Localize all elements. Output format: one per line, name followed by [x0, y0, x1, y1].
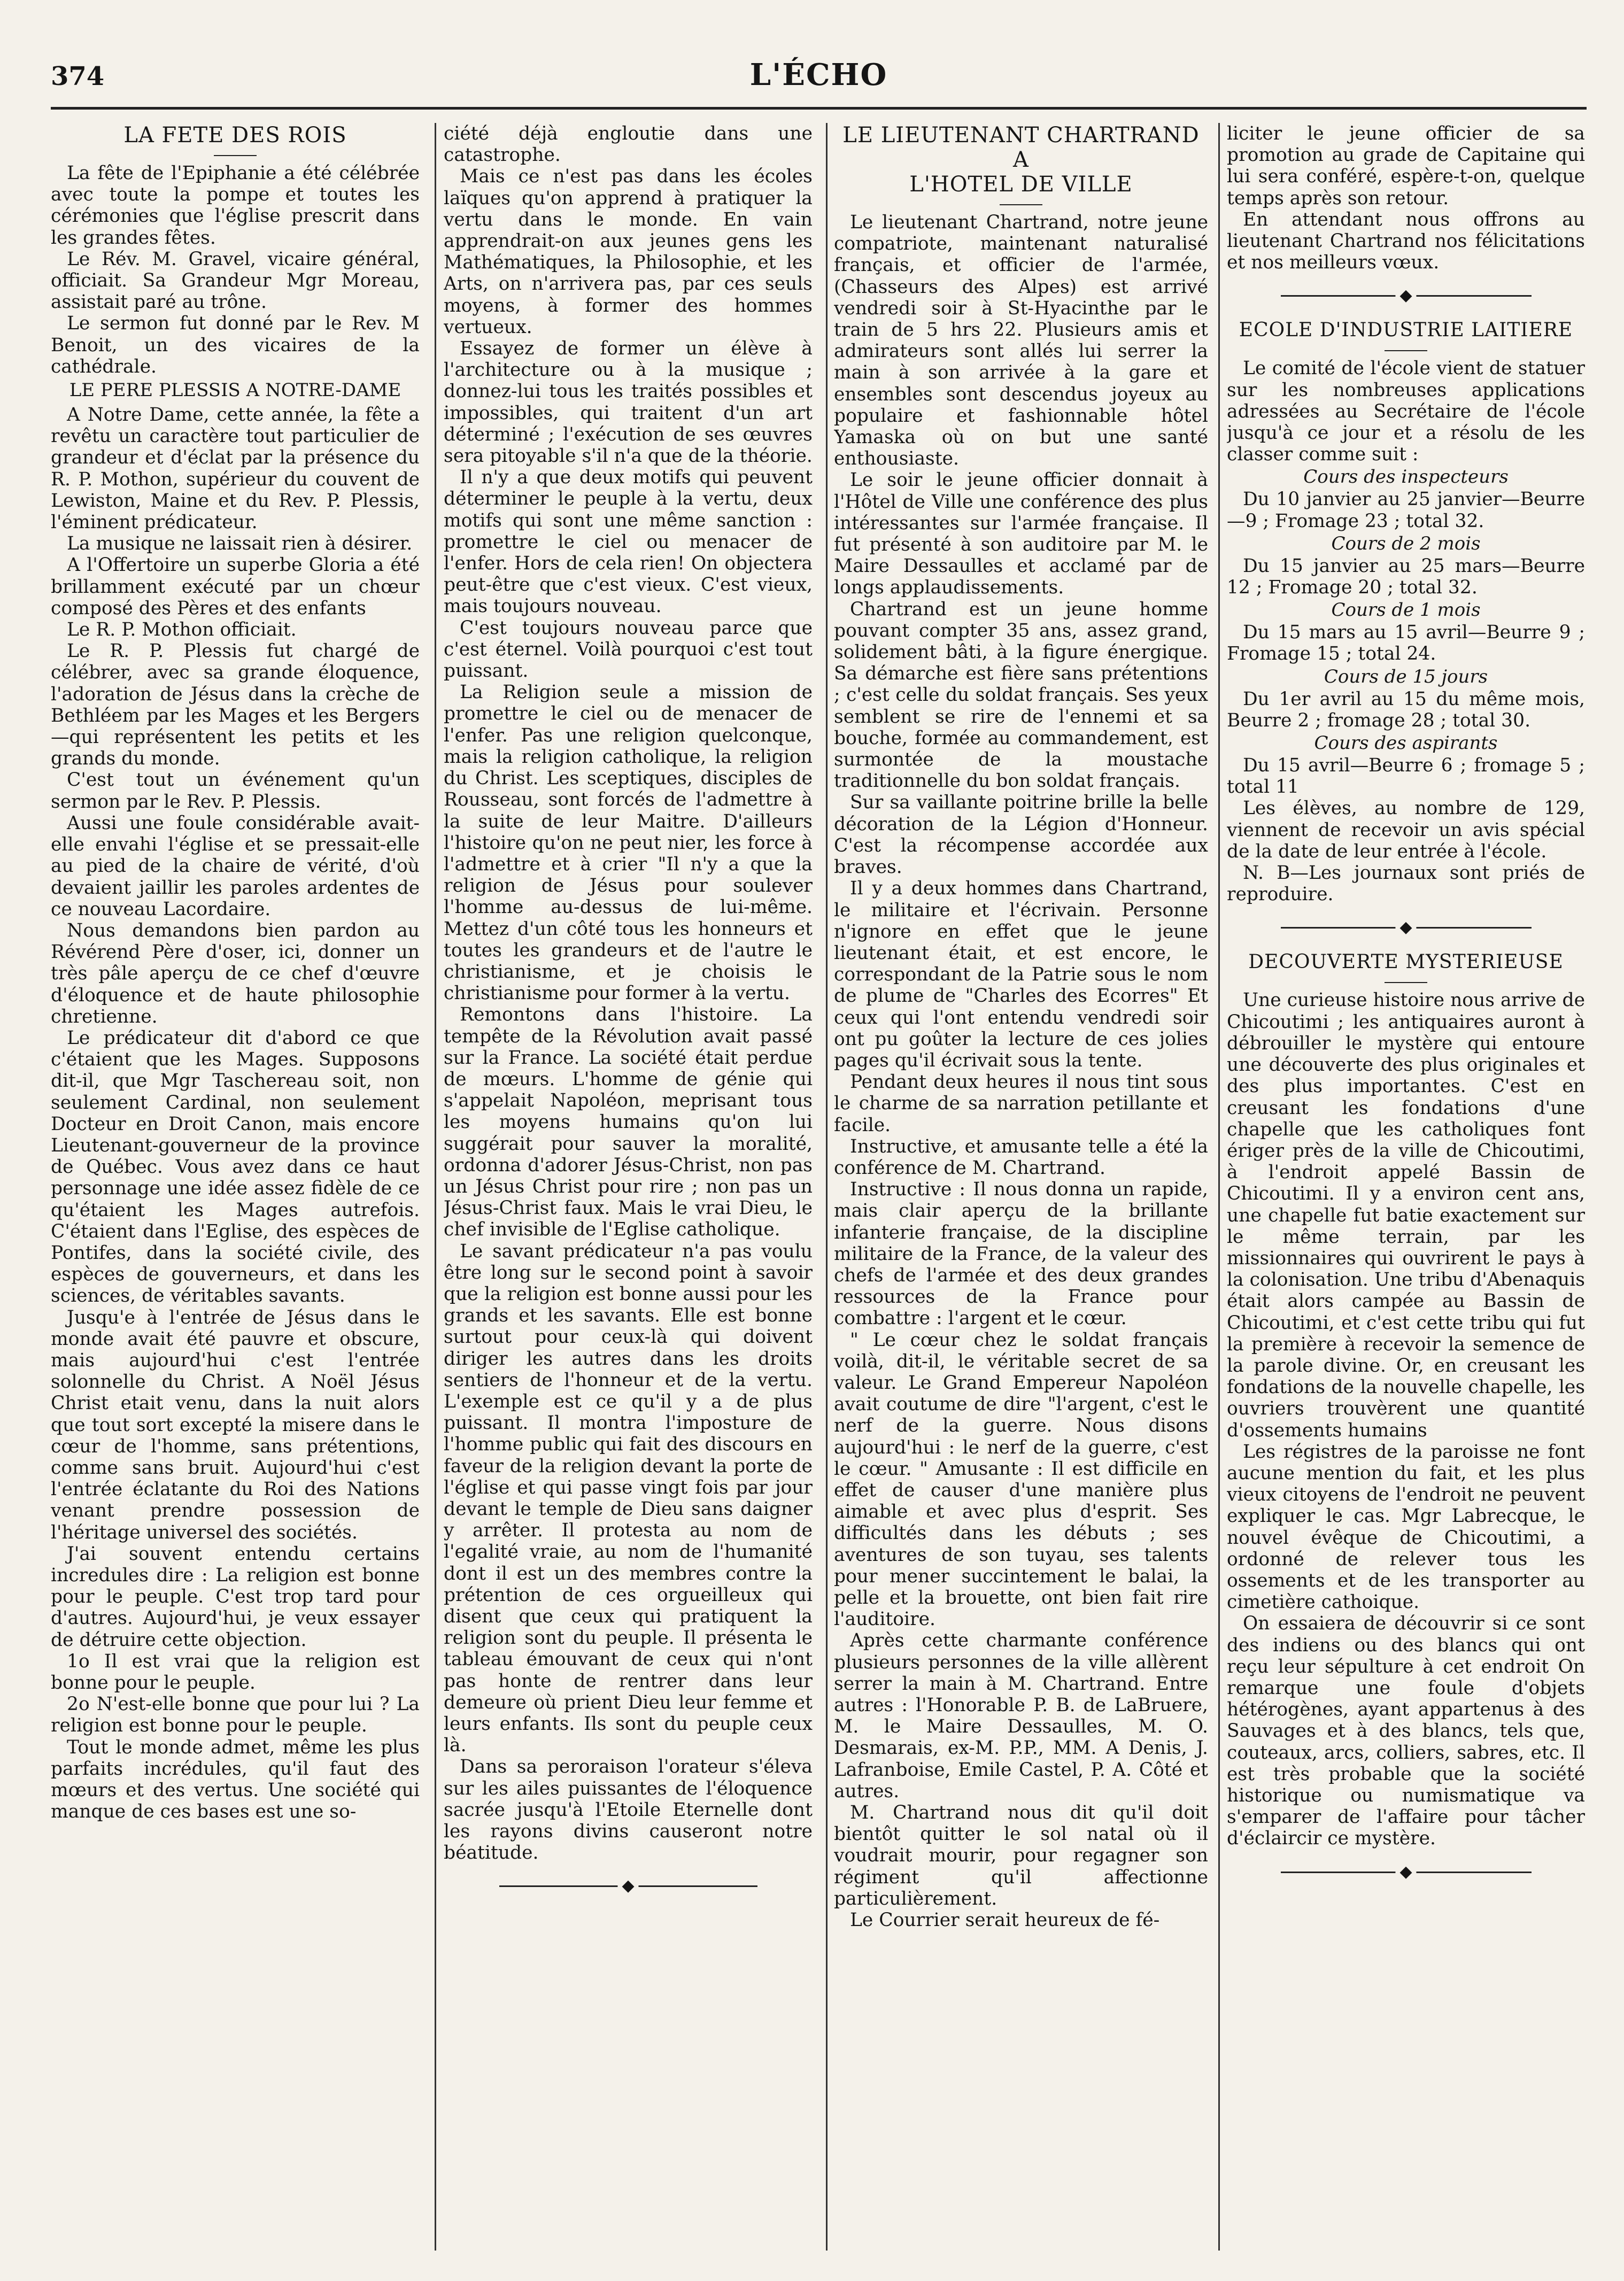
course-heading: Cours de 2 mois — [1331, 532, 1481, 554]
course-detail: Du 10 janvier au 25 janvier—Beurre—9 ; Fromage 23 ; total 32. — [1227, 489, 1585, 532]
paragraph: Le R. P. Plessis fut chargé de célébrer, avec sa grande éloquence, l'adoration de Jésus dans la crèche de Bethléem par les Mages et les Bergers—qui représentent les petits et les grands du monde. — [51, 640, 420, 770]
course-heading: Cours des aspirants — [1314, 732, 1498, 754]
paragraph: Sur sa vaillante poitrine brille la belle décoration de la Légion d'Honneur. C'est la récompense accordée aux braves. — [834, 792, 1208, 878]
paragraph: Le Rév. M. Gravel, vicaire général, officiait. Sa Grandeur Mgr Moreau, assistait paré au trône. — [51, 248, 420, 313]
course-detail: Du 15 avril—Beurre 6 ; fromage 5 ; total 11 — [1227, 755, 1585, 798]
paragraph: Le Courrier serait heureux de fé- — [850, 1909, 1160, 1931]
paragraph: Instructive : Il nous donna un rapide, mais clair aperçu de la brillante infanterie française, de la discipline militaire de la France, de la valeur des chefs de l'armée et des deux grandes ressources de la France pour combattre : l'argent et le cœur. — [834, 1179, 1208, 1329]
course-detail: Du 15 mars au 15 avril—Beurre 9 ; Fromage 15 ; total 24. — [1227, 622, 1585, 665]
paragraph: ciété déjà engloutie dans une catastrophe. — [444, 123, 813, 166]
page-number: 374 — [51, 61, 105, 91]
paragraph: A Notre Dame, cette année, la fête a revêtu un caractère tout particulier de grandeur et d'éclat par la présence du R. P. Mothon, supérieur du couvent de Lewiston, Maine et du Rev. P. Plessis, l'éminent prédicateur. — [51, 404, 420, 533]
paragraph: Le comité de l'école vient de statuer sur les nombreuses applications adressées au Secrétaire de l'école jusqu'à ce jour et a résolu de les classer comme suit : — [1227, 358, 1585, 466]
end-ornament — [1227, 1861, 1585, 1883]
paragraph: On essaiera de découvrir si ce sont des indiens ou des blancs qui ont reçu leur sépulture à cet endroit On remarque une foule d'objets hétérogènes, ayant appartenus à des Sauvages et à des blancs, tels que, couteaux, arcs, colliers, sabres, etc. Il est très probable que la société historique ou numismatique va s'emparer de l'affaire pour tâcher d'éclaircir ce mystère. — [1227, 1613, 1585, 1850]
paragraph: Le sermon fut donné par le Rev. M Benoit, un des vicaires de la cathédrale. — [51, 313, 420, 377]
paragraph: Une curieuse histoire nous arrive de Chicoutimi ; les antiquaires auront à débrouiller le mystère qui entoure une découverte des plus originales et des plus importantes. C'est en creusant les fondations d'une chapelle que les catholiques font ériger près de la ville de Chicoutimi, à l'endroit appelé Bassin de Chicoutimi. Il y a environ cent ans, une chapelle fut batie exactement sur le même terrain, par les missionnaires qui ouvrirent le pays à la colonisation. Une tribu d'Abenaquis était alors campée au Bassin de Chicoutimi, et c'est cette tribu qui fut la première à recevoir la semence de la parole divine. Or, en creusant les fondations de la nouvelle chapelle, les ouvriers trouvèrent une quantité d'ossements humains — [1227, 989, 1585, 1441]
column-rule — [435, 123, 436, 2251]
paragraph: Aussi une foule considérable avait-elle envahi l'église et se pressait-elle au pied de la chaire de vérité, d'où devaient jaillir les paroles ardentes de ce nouveau Lacordaire. — [51, 812, 420, 920]
paragraph: Remontons dans l'histoire. La tempête de la Révolution avait passé sur la France. La société était perdue de mœurs. L'homme de génie qui s'appelait Napoléon, meprisant tous les moyens humains qu'on lui suggérait pour sauver la moralité, ordonna d'adorer Jésus-Christ, non pas un Jésus Christ pour rire ; non pas un Jésus-Christ faux. Mais le vrai Dieu, le chef invisible de l'Eglise catholique. — [444, 1004, 813, 1241]
article-title-a: A — [1013, 148, 1029, 172]
section-ornament — [1227, 917, 1585, 938]
column-4 — [1227, 123, 1585, 2251]
paragraph: Les régistres de la paroisse ne font aucune mention du fait, et les plus vieux citoyens de l'endroit ne peuvent expliquer le cas. Mgr Labrecque, le nouvel évêque de Chicoutimi, a ordonné de relever tous les ossements et de les transporter au cimetière cathoique. — [1227, 1441, 1585, 1613]
paragraph: N. B—Les journaux sont priés de reproduire. — [1227, 862, 1585, 906]
paragraph: A l'Offertoire un superbe Gloria a été brillamment exécuté par un chœur composé des Pères et des enfants — [51, 554, 420, 619]
paragraph: Le R. P. Mothon officiait. — [67, 619, 297, 641]
paragraph: M. Chartrand nous dit qu'il doit bientôt quitter le sol natal où il voudrait mourir, pour regagner son régiment qu'il affectionne particulièrement. — [834, 1802, 1208, 1909]
paragraph: 2o N'est-elle bonne que pour lui ? La religion est bonne pour le peuple. — [51, 1694, 420, 1737]
course-heading: Cours des inspecteurs — [1303, 466, 1509, 488]
paragraph: Tout le monde admet, même les plus parfaits incrédules, qu'il faut des mœurs et des vertus. Une société qui manque de ces bases est une so- — [51, 1736, 420, 1823]
paragraph: La Religion seule a mission de promettre le ciel ou de menacer de l'enfer. Pas une religion quelconque, mais la religion catholique, la religion du Christ. Les sceptiques, disciples de Rousseau, sont forcés de l'admettre à la suite de leur Maitre. D'ailleurs l'histoire qu'on ne peut nier, les force à l'admettre et à crier "Il n'y a que la religion de Jésus pour soulever l'homme au-dessus de lui-même. Mettez d'un côté tous les honneurs et toutes les grandeurs et de l'autre le christianisme, et je choisis le christianisme pour former à la vertu. — [444, 682, 813, 1004]
title-rule — [214, 155, 257, 156]
paragraph: Chartrand est un jeune homme pouvant compter 35 ans, assez grand, solidement bâti, à la figure énergique. Sa démarche est fière sans prétentions ; c'est celle du soldat français. Ses yeux semblent se rire de l'ennemi et sa bouche, formée au commandement, est surmontée de la moustache traditionnelle du bon soldat français. — [834, 598, 1208, 792]
paragraph: Le prédicateur dit d'abord ce que c'étaient que les Mages. Supposons dit-il, que Mgr Taschereau soit, non seulement Cardinal, non seulement Docteur en Droit Canon, mais encore Lieutenant-gouverneur de la province de Québec. Vous avez dans ce haut personnage une idée assez fidèle de ce qu'étaient les Mages autrefois. C'étaient dans l'Eglise, des espèces de Pontifes, dans la société civile, des espèces de gouverneurs, et dans les sciences, de véritables savants. — [51, 1027, 420, 1307]
paragraph: Pendant deux heures il nous tint sous le charme de sa narration petillante et facile. — [834, 1071, 1208, 1136]
paragraph: Essayez de former un élève à l'architecture ou à la musique ; donnez-lui tous les traités possibles et impossibles, qui traitent d'un art déterminé ; l'exécution de ses œuvres sera pitoyable s'il n'a que de la théorie. — [444, 338, 813, 467]
article-title-chartrand: LE LIEUTENANT CHARTRAND — [842, 123, 1200, 148]
paragraph: 1o Il est vrai que la religion est bonne pour le peuple. — [51, 1650, 420, 1694]
columns — [51, 123, 1585, 2251]
paragraph: C'est toujours nouveau parce que c'est éternel. Voilà pourquoi c'est tout puissant. — [444, 617, 813, 682]
paragraph: Nous demandons bien pardon au Révérend Père d'oser, ici, donner un très pâle aperçu de ce chef d'œuvre d'éloquence et de haute philosophie chretienne. — [51, 919, 420, 1027]
header-rule — [51, 107, 1587, 110]
paragraph: C'est tout un événement qu'un sermon par le Rev. P. Plessis. — [51, 769, 420, 813]
subheading-pere-plessis: LE PERE PLESSIS A NOTRE-DAME — [69, 380, 401, 401]
paragraph: Jusqu'e à l'entrée de Jésus dans le monde avait été pauvre et obscure, mais aujourd'hui c'est l'entrée solonnelle du Christ. A Noël Jésus Christ etait venu, dans la nuit alors que tout sort excepté la misere dans le cœur de l'homme, sans prétentions, comme sans bruit. Aujourd'hui c'est l'entrée éclatante du Roi des Nations venant prendre possession de l'héritage universel des sociétés. — [51, 1306, 420, 1543]
paragraph: " Le cœur chez le soldat français voilà, dit-il, le véritable secret de sa valeur. Le Grand Empereur Napoléon avait coutume de dire "l'argent, c'est le nerf de la guerre. Nous disons aujourd'hui : le nerf de la guerre, c'est le cœur. " Amusante : Il est difficile en effet de causer d'une manière plus aimable et avec plus d'esprit. Ses difficultés dans les débuts ; ses aventures de son tuyau, ses talents pour mener succintement le balai, la pelle et la brouette, ont bien fait rire l'auditoire. — [834, 1329, 1208, 1630]
paragraph: Il y a deux hommes dans Chartrand, le militaire et l'écrivain. Personne n'ignore en effet que le jeune lieutenant était, et est encore, le correspondant de la Patrie sous le nom de plume de "Charles des Ecorres" Et ceux qui l'ont entendu vendredi soir ont pu goûter la lecture de ces jolies pages qu'il écrivait sous la tente. — [834, 878, 1208, 1071]
title-rule — [1385, 982, 1427, 983]
paragraph: Instructive, et amusante telle a été la conférence de M. Chartrand. — [834, 1135, 1208, 1179]
paragraph: En attendant nous offrons au lieutenant Chartrand nos félicitations et nos meilleurs vœux. — [1227, 208, 1585, 274]
title-rule — [1000, 204, 1042, 205]
column-2 — [444, 123, 813, 2251]
section-ornament — [1227, 285, 1585, 306]
paragraph: La musique ne laissait rien à désirer. — [67, 533, 413, 555]
paragraph: Le lieutenant Chartrand, notre jeune compatriote, maintenant naturalisé français, et officier de l'armée, (Chasseurs des Alpes) est arrivé vendredi soir à St-Hyacinthe par le train de 5 hrs 22. Plusieurs amis et admirateurs sont allés lui serrer la main à son arrivée à la gare et ensembles sont descendus joyeux au populaire et fashionnable hôtel Yamaska où on but une santé enthousiaste. — [834, 212, 1208, 470]
paragraph: J'ai souvent entendu certains incredules dire : La religion est bonne pour le peuple. C'est trop tard pour d'autres. Aujourd'hui, je veux essayer de détruire cette objection. — [51, 1543, 420, 1651]
paragraph: Le savant prédicateur n'a pas voulu être long sur le second point à savoir que la religion est bonne aussi pour les grands et les savants. Elle est bonne surtout pour ceux-là qui doivent diriger les autres dans les droits sentiers de l'honneur et de la vertu. L'exemple est ce qu'il y a de plus puissant. Il montra l'imposture de l'homme public qui fait des discours en faveur de la religion devant la porte de l'église et qui passe vingt fois par jour devant le temple de Dieu sans daigner y arrêter. Il protesta au nom de l'egalité vraie, au nom de l'humanité dont il est un des membres contre la prétention de ces orgueilleux qui disent que ceux qui pratiquent la religion sont du peuple. Il présenta le tableau émouvant de ceux qui n'ont pas honte de rentrer dans leur demeure où prient Dieu leur femme et leurs enfants. Ils sont du peuple ceux là. — [444, 1240, 813, 1757]
paragraph: Dans sa peroraison l'orateur s'éleva sur les ailes puissantes de l'éloquence sacrée jusqu'à l'Etoile Eternelle dont les rayons divins causeront notre béatitude. — [444, 1756, 813, 1864]
article-title-hotel-de-ville: L'HOTEL DE VILLE — [909, 172, 1133, 197]
title-rule — [1385, 350, 1427, 351]
paragraph: Les élèves, au nombre de 129, viennent de recevoir un avis spécial de la date de leur entrée à l'école. — [1227, 798, 1585, 862]
paragraph: Après cette charmante conférence plusieurs personnes de la ville allèrent serrer la main à M. Chartrand. Entre autres : l'Honorable P. B. de LaBruere, M. le Maire Dessaulles, M. O. Desmarais, ex-M. P.P., MM. A Denis, J. Lafranboise, Emile Castel, P. A. Côté et autres. — [834, 1630, 1208, 1802]
course-detail: Du 15 janvier au 25 mars—Beurre 12 ; Fromage 20 ; total 32. — [1227, 555, 1585, 599]
article-title-fete-des-rois: LA FETE DES ROIS — [123, 123, 347, 148]
end-ornament — [444, 1875, 813, 1897]
article-title-decouverte: DECOUVERTE MYSTERIEUSE — [1248, 951, 1564, 973]
column-rule — [826, 123, 828, 2251]
page-header — [51, 51, 1587, 104]
column-1 — [51, 123, 420, 2251]
paragraph: Mais ce n'est pas dans les écoles laïques qu'on apprend à pratiquer la vertu dans le monde. En vain apprendrait-on aux jeunes gens les Mathématiques, la Philosophie, et les Arts, on n'arrivera pas, par ces seuls moyens, à former des hommes vertueux. — [444, 166, 813, 338]
paragraph: La fête de l'Epiphanie a été célébrée avec toute la pompe et toutes les cérémonies que l'église prescrit dans les grandes fêtes. — [51, 163, 420, 249]
column-3 — [834, 123, 1208, 2251]
paragraph: Le soir le jeune officier donnait à l'Hôtel de Ville une conférence des plus intéressantes sur l'armée française. Il fut présenté à son auditoire par M. le Maire Dessaulles et acclamé par de longs applaudissements. — [834, 469, 1208, 599]
course-heading: Cours de 15 jours — [1324, 666, 1488, 687]
column-rule — [1218, 123, 1220, 2251]
article-title-ecole-laitiere: ECOLE D'INDUSTRIE LAITIERE — [1239, 319, 1573, 342]
paragraph: liciter le jeune officier de sa promotion au grade de Capitaine qui lui sera conféré, espère-t-on, quelque temps après son retour. — [1227, 123, 1585, 209]
paragraph: Il n'y a que deux motifs qui peuvent déterminer le peuple à la vertu, deux motifs qui sont une même sanction : promettre le ciel ou menacer de l'enfer. Hors de cela rien! On objectera peut-être que c'est vieux. C'est vieux, mais toujours nouveau. — [444, 467, 813, 617]
masthead: L'ÉCHO — [749, 57, 888, 92]
course-heading: Cours de 1 mois — [1331, 599, 1481, 621]
course-detail: Du 1er avril au 15 du même mois, Beurre 2 ; fromage 28 ; total 30. — [1227, 688, 1585, 731]
